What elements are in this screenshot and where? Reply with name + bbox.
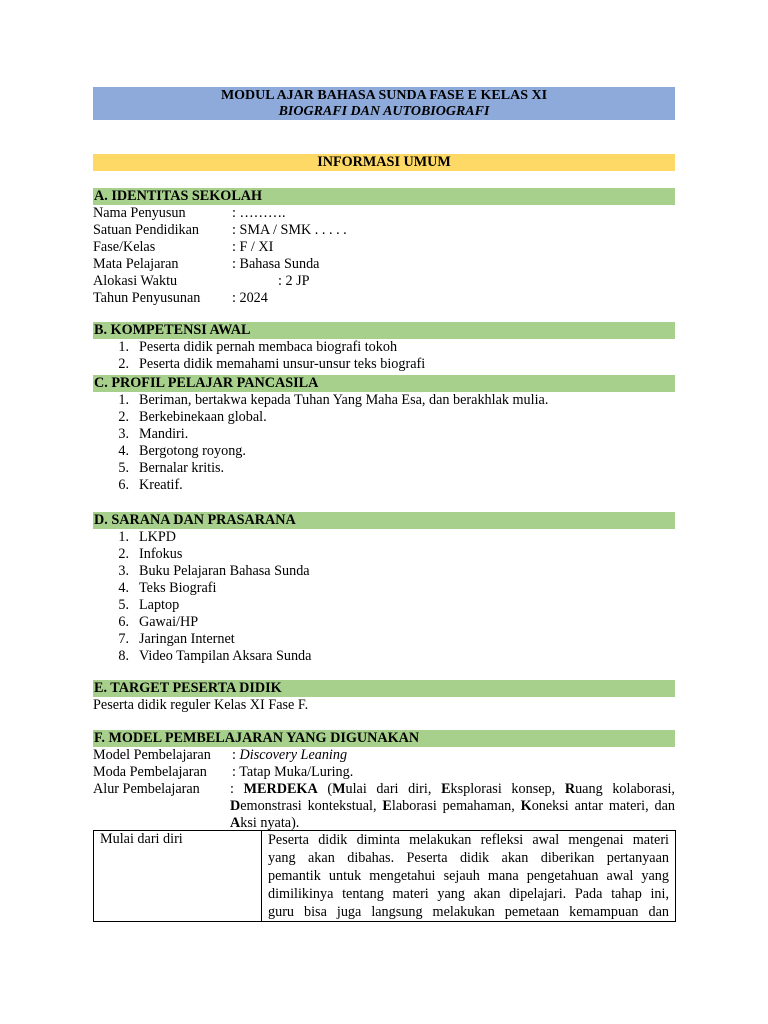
model-row: Model Pembelajaran : Discovery Leaning — [93, 747, 348, 763]
list-item: 8. Video Tampilan Aksara Sunda — [118, 648, 312, 664]
kompetensi-list — [93, 339, 675, 373]
list-item: 6. Gawai/HP — [118, 614, 199, 630]
identitas-key: Satuan Pendidikan — [93, 222, 199, 238]
informasi-umum-heading: INFORMASI UMUM — [93, 154, 675, 171]
list-item: 5. Bernalar kritis. — [118, 460, 225, 476]
alur-label: Alur Pembelajaran — [93, 781, 200, 797]
identitas-row-mapel — [93, 256, 675, 273]
alur-row — [93, 781, 675, 832]
list-item: 1. Beriman, bertakwa kepada Tuhan Yang Maha Esa, dan berakhlak mulia. — [118, 392, 549, 408]
alur-table — [93, 830, 676, 922]
target-text: Peserta didik reguler Kelas XI Fase F. — [93, 697, 309, 713]
section-e-heading: E. TARGET PESERTA DIDIK — [93, 680, 675, 697]
list-item: 4. Bergotong royong. — [118, 443, 246, 459]
module-title-box — [93, 87, 675, 120]
section-d-heading: D. SARANA DAN PRASARANA — [93, 512, 675, 529]
identitas-row-tahun — [93, 290, 675, 307]
identitas-value: : SMA / SMK . . . . . — [232, 222, 347, 238]
list-item: 4. Teks Biografi — [118, 580, 217, 596]
list-item: 2. Berkebinekaan global. — [118, 409, 267, 425]
alur-value: : MERDEKA (Mulai dari diri, Eksplorasi konsep, Ruang kolaborasi, Demonstrasi kontekstual, Elaborasi pemahaman, Koneksi antar materi, dan Aksi nyata). — [230, 781, 675, 831]
table-cell-description: Peserta didik diminta melakukan refleksi awal mengenai materi yang akan dibahas. Peserta didik akan diberikan pertanyaan pemantik untuk mengetahui sejauh mana pengetahuan awal yang dimilikinya tentang materi yang akan dipelajari. Pada tahap ini, guru bisa juga langsung melakukan pemetaan kemampuan dan — [262, 831, 676, 922]
list-item: 2. Infokus — [118, 546, 183, 562]
section-f-heading: F. MODEL PEMBELAJARAN YANG DIGUNAKAN — [93, 730, 675, 747]
identitas-value: : Bahasa Sunda — [232, 256, 320, 272]
identitas-key: Nama Penyusun — [93, 205, 186, 221]
list-item: 5. Laptop — [118, 597, 180, 613]
list-item: 7. Jaringan Internet — [118, 631, 235, 647]
section-b-heading: B. KOMPETENSI AWAL — [93, 322, 675, 339]
model-value: Discovery Leaning — [239, 747, 348, 763]
identitas-value: : ………. — [232, 205, 286, 221]
identitas-key: Alokasi Waktu — [93, 273, 178, 289]
moda-label: Moda Pembelajaran — [93, 764, 207, 780]
list-item: 1. LKPD — [118, 529, 177, 545]
identitas-row-nama — [93, 205, 675, 222]
profil-list — [93, 392, 675, 494]
sarana-list — [93, 529, 675, 665]
identitas-row-fase — [93, 239, 675, 256]
identitas-row-alokasi — [93, 273, 675, 290]
section-a-heading: A. IDENTITAS SEKOLAH — [93, 188, 675, 205]
model-label: Model Pembelajaran — [93, 747, 211, 763]
identitas-key: Tahun Penyusunan — [93, 290, 201, 306]
module-subtitle: BIOGRAFI DAN AUTOBIOGRAFI — [278, 104, 490, 119]
list-item: 1. Peserta didik pernah membaca biografi tokoh — [118, 339, 398, 355]
moda-row — [93, 764, 675, 781]
table-row — [94, 831, 676, 922]
identitas-value: : F / XI — [232, 239, 274, 255]
list-item: 2. Peserta didik memahami unsur-unsur teks biografi — [118, 356, 426, 372]
table-cell-stage: Mulai dari diri — [94, 831, 262, 922]
list-item: 3. Mandiri. — [118, 426, 189, 442]
list-item: 3. Buku Pelajaran Bahasa Sunda — [118, 563, 310, 579]
list-item: 6. Kreatif. — [118, 477, 183, 493]
identitas-value: : 2 JP — [278, 273, 310, 289]
moda-value: : Tatap Muka/Luring. — [232, 764, 354, 780]
identitas-key: Fase/Kelas — [93, 239, 156, 255]
model-block — [93, 747, 675, 832]
module-title: MODUL AJAR BAHASA SUNDA FASE E KELAS XI — [220, 88, 548, 103]
identitas-list — [93, 205, 675, 307]
identitas-value: : 2024 — [232, 290, 268, 306]
identitas-key: Mata Pelajaran — [93, 256, 179, 272]
identitas-row-satuan — [93, 222, 675, 239]
section-c-heading: C. PROFIL PELAJAR PANCASILA — [93, 375, 675, 392]
